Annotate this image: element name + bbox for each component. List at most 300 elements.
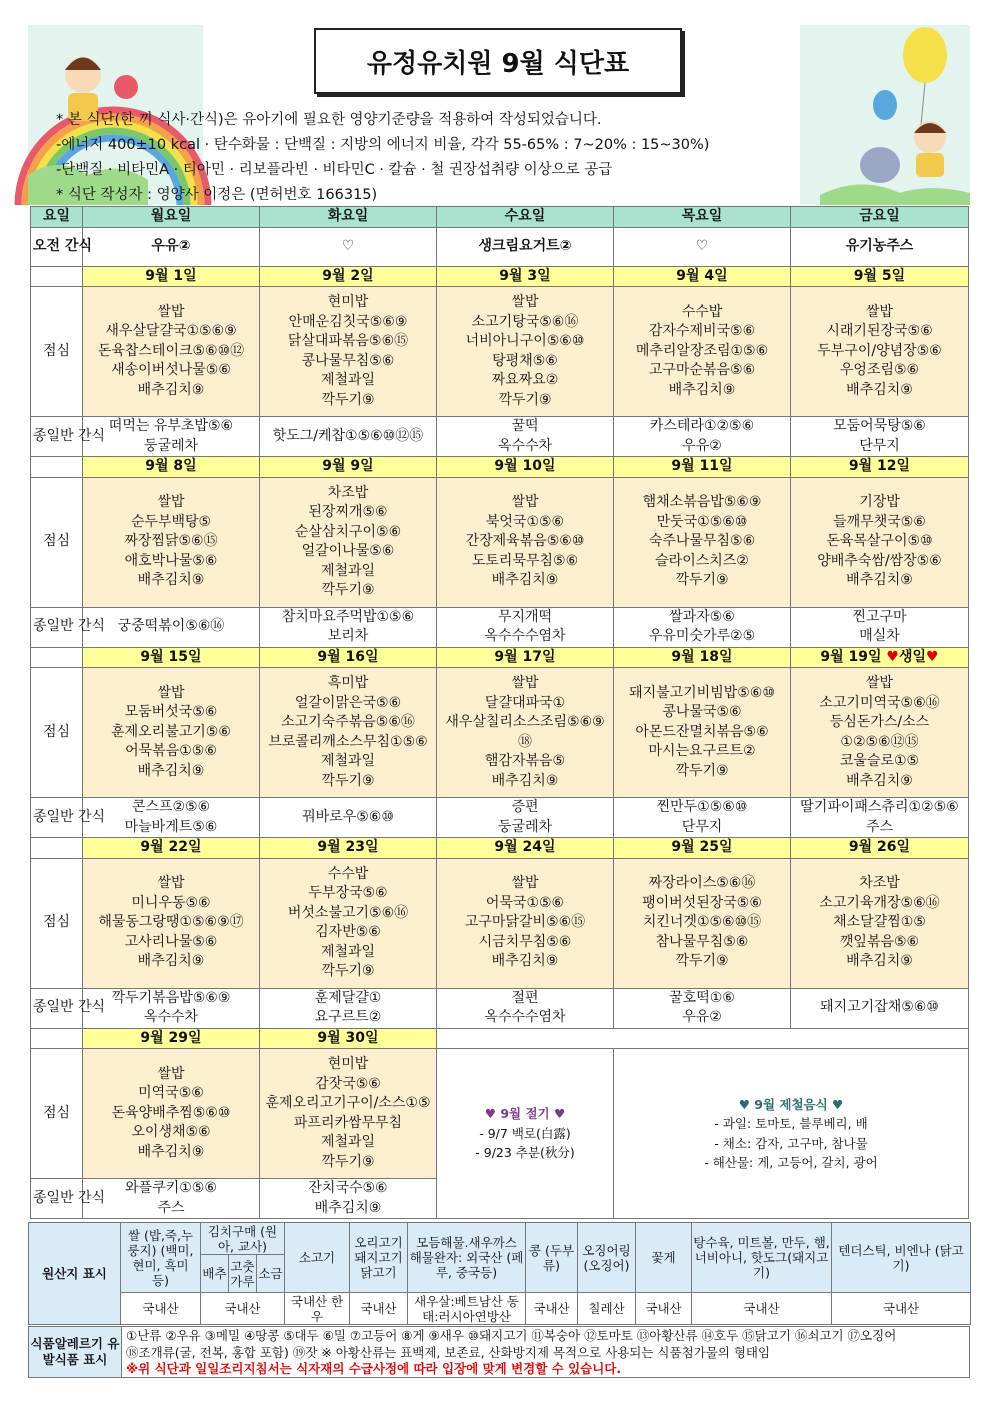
menu-item: 콩나물국⑤⑥ bbox=[662, 704, 742, 721]
menu-item: 쌀과자⑤⑥ bbox=[669, 608, 735, 625]
lunch-cell bbox=[260, 858, 437, 988]
menu-item: 요구르트② bbox=[314, 1009, 382, 1025]
date-cell bbox=[83, 838, 260, 859]
morning-snack-cell: 유기농주스 bbox=[791, 227, 969, 266]
date-label: 9월 17일 bbox=[494, 648, 556, 665]
menu-item: 매실차 bbox=[859, 628, 900, 644]
day-header: 목요일 bbox=[614, 207, 791, 228]
menu-item: 깍두기⑨ bbox=[321, 772, 375, 789]
row-label-lunch: 점심 bbox=[31, 858, 83, 988]
menu-item: 제철과일 bbox=[320, 372, 376, 388]
date-cell bbox=[83, 647, 260, 668]
morning-snack-cell: ♡ bbox=[260, 227, 437, 266]
date-label: 9월 23일 bbox=[317, 839, 379, 855]
season-terms-box bbox=[437, 1049, 614, 1219]
lunch-cell bbox=[83, 1049, 260, 1179]
afternoon-snack-cell bbox=[260, 798, 437, 838]
date-cell bbox=[437, 266, 614, 287]
menu-item: 얼갈이나물⑤⑥ bbox=[301, 543, 395, 559]
day-header-label: 요일 bbox=[31, 207, 83, 228]
origin-crab-value: 국내산 bbox=[636, 1293, 692, 1325]
menu-item: 보리차 bbox=[327, 628, 369, 644]
menu-item: 고구마순볶음⑤⑥ bbox=[648, 362, 756, 379]
menu-item: 탕평채⑤⑥ bbox=[492, 352, 558, 369]
lunch-cell bbox=[791, 858, 969, 988]
lunch-cell bbox=[791, 477, 969, 607]
row-label-lunch: 점심 bbox=[31, 477, 83, 607]
date-label: 9월 4일 bbox=[676, 267, 728, 284]
menu-item: 소고기미역국⑤⑥⑯ bbox=[819, 694, 940, 711]
menu-item: 깍두기볶음밥⑤⑥⑨ bbox=[111, 989, 231, 1006]
menu-item: 만둣국①⑤⑥⑩ bbox=[656, 513, 748, 530]
season-term: - 9/7 백로(白露) bbox=[479, 1125, 571, 1141]
origin-label: 원산지 표시 bbox=[29, 1223, 121, 1325]
menu-item: 콩나물무침⑤⑥ bbox=[301, 352, 395, 369]
morning-snack-cell: 생크림요거트② bbox=[437, 227, 614, 266]
afternoon-snack-cell bbox=[83, 988, 260, 1028]
date-label: 9월 25일 bbox=[671, 839, 733, 855]
menu-item: 쌀밥 bbox=[511, 675, 539, 691]
menu-item: 제철과일 bbox=[320, 753, 376, 769]
date-label: 9월 10일 bbox=[494, 458, 556, 474]
menu-item: 수수밥 bbox=[681, 303, 723, 320]
afternoon-snack-cell bbox=[260, 607, 437, 647]
menu-item: 소고기숙주볶음⑤⑥⑯ bbox=[281, 714, 415, 730]
menu-item: 너비아니구이⑤⑥⑩ bbox=[465, 333, 585, 349]
menu-item: 제철과일 bbox=[320, 1134, 376, 1150]
day-header: 수요일 bbox=[437, 207, 614, 228]
date-row-spacer bbox=[31, 457, 83, 478]
date-cell bbox=[83, 1028, 260, 1049]
menu-item: 배추김치⑨ bbox=[491, 953, 559, 970]
menu-item: 등심돈가스/소스 bbox=[829, 714, 930, 730]
menu-item: 쌀밥 bbox=[865, 675, 894, 691]
menu-item: 깍두기⑨ bbox=[675, 572, 729, 589]
menu-item: 쌀밥 bbox=[511, 294, 539, 310]
menu-item: 두부장국⑤⑥ bbox=[308, 885, 388, 901]
menu-item: 배추김치⑨ bbox=[491, 772, 559, 789]
date-cell bbox=[791, 266, 969, 287]
menu-item: 꿔바로우⑤⑥⑩ bbox=[302, 808, 394, 825]
origin-bean-value: 국내산 bbox=[526, 1293, 578, 1325]
menu-item: 꿀떡 bbox=[511, 418, 539, 434]
menu-item: 새우살칠리소스조림⑤⑥⑨ bbox=[445, 714, 605, 730]
date-cell bbox=[614, 838, 791, 859]
origin-tender-value: 국내산 bbox=[832, 1293, 971, 1325]
menu-item: 증편 bbox=[511, 799, 539, 815]
heart-icon: ♥ bbox=[926, 648, 939, 665]
origin-squid-value: 칠레산 bbox=[578, 1293, 636, 1325]
lunch-cell bbox=[260, 287, 437, 417]
date-cell bbox=[83, 457, 260, 478]
date-cell bbox=[791, 457, 969, 478]
lunch-cell bbox=[437, 477, 614, 607]
menu-item: 메추리알장조림①⑤⑥ bbox=[635, 342, 769, 359]
menu-item: 무지개떡 bbox=[497, 608, 553, 625]
date-label: 9월 24일 bbox=[494, 839, 556, 855]
row-label-afternoon-snack: 종일반 간식 bbox=[31, 1179, 83, 1219]
menu-item: 와플쿠키①⑤⑥ bbox=[125, 1180, 217, 1196]
menu-item: 시금치무침⑤⑥ bbox=[478, 933, 572, 950]
menu-item: 단무지 bbox=[681, 818, 723, 835]
menu-item: 제철과일 bbox=[320, 562, 376, 579]
menu-item: 어묵볶음①⑤⑥ bbox=[125, 743, 217, 760]
origin-kimchi-value: 국내산 bbox=[201, 1293, 285, 1325]
menu-item: 우유② bbox=[682, 437, 722, 454]
season-term: - 9/23 추분(秋分) bbox=[475, 1145, 575, 1161]
menu-item: 아몬드잔멸치볶음⑤⑥ bbox=[635, 723, 769, 740]
menu-item: 달걀대파국① bbox=[484, 694, 566, 711]
date-label: 9월 5일 bbox=[853, 267, 906, 284]
menu-item: 된장찌개⑤⑥ bbox=[308, 504, 388, 520]
morning-snack-cell: 우유② bbox=[83, 227, 260, 266]
lunch-cell bbox=[437, 858, 614, 988]
menu-item: 배추김치⑨ bbox=[314, 1199, 382, 1216]
date-cell bbox=[437, 647, 614, 668]
date-label: 9월 9일 bbox=[322, 458, 374, 474]
menu-item: 잔치국수⑤⑥ bbox=[308, 1180, 388, 1196]
origin-seafood-head: 모듬해물.새우까스 해물완자: 외국산 (페루, 중국등) bbox=[408, 1223, 526, 1293]
season-food-box bbox=[614, 1049, 969, 1219]
row-label-lunch: 점심 bbox=[31, 1049, 83, 1179]
menu-item: 배추김치⑨ bbox=[137, 762, 205, 779]
date-cell bbox=[791, 647, 969, 668]
date-label: 9월 22일 bbox=[140, 839, 202, 855]
menu-item: 소고기육개장⑤⑥⑯ bbox=[819, 894, 940, 911]
origin-kimchi-head: 김치구매 (원아, 교사) bbox=[201, 1223, 285, 1255]
menu-item: 북엇국①⑤⑥ bbox=[485, 513, 565, 530]
menu-item: 훈제오리고기구이/소스①⑤ bbox=[265, 1095, 431, 1111]
menu-item: 참나물무침⑤⑥ bbox=[655, 933, 749, 950]
menu-item: 채소달걀찜①⑤ bbox=[833, 914, 926, 931]
origin-processed-head: 탕수육, 미트볼, 만두, 햄, 너비아니, 핫도그(돼지고기) bbox=[692, 1223, 832, 1293]
afternoon-snack-cell bbox=[437, 988, 614, 1028]
menu-item: 치킨너겟①⑤⑥⑩⑮ bbox=[642, 914, 762, 931]
day-header: 금요일 bbox=[791, 207, 969, 228]
afternoon-snack-cell bbox=[614, 798, 791, 838]
menu-item: 김자반⑤⑥ bbox=[315, 924, 381, 940]
lunch-cell bbox=[260, 477, 437, 607]
date-label: 9월 2일 bbox=[322, 267, 374, 284]
menu-item: 꿀호떡①⑥ bbox=[669, 989, 735, 1006]
morning-snack-cell: ♡ bbox=[614, 227, 791, 266]
note-line: * 본 식단(한 끼 식사·간식)은 유아기에 필요한 영양기준량을 적용하여 작성되었습니다. bbox=[56, 112, 602, 128]
menu-item: 도토리묵무침⑤⑥ bbox=[471, 552, 579, 569]
date-label: 9월 19일 bbox=[820, 648, 882, 665]
row-label-afternoon-snack: 종일반 간식 bbox=[31, 988, 83, 1028]
afternoon-snack-cell bbox=[437, 417, 614, 457]
menu-item: 카스테라①②⑤⑥ bbox=[649, 418, 755, 434]
origin-meat-head: 오리고기 돼지고기 닭고기 bbox=[350, 1223, 408, 1293]
date-row-spacer bbox=[31, 647, 83, 668]
afternoon-snack-cell bbox=[83, 607, 260, 647]
origin-beef-head: 소고기 bbox=[285, 1223, 350, 1293]
menu-item: 배추김치⑨ bbox=[668, 381, 736, 398]
afternoon-snack-cell bbox=[83, 1179, 260, 1219]
menu-item: 절편 bbox=[511, 989, 539, 1006]
menu-item: 배추김치⑨ bbox=[846, 953, 913, 970]
afternoon-snack-cell bbox=[260, 417, 437, 457]
lunch-cell bbox=[791, 668, 969, 798]
menu-item: 고구마닭갈비⑤⑥⑮ bbox=[464, 914, 586, 931]
menu-item: 미니우동⑤⑥ bbox=[131, 894, 211, 911]
origin-processed-value: 국내산 bbox=[692, 1293, 832, 1325]
menu-item: 흑미밥 bbox=[327, 675, 369, 691]
menu-item: 핫도그/케찹①⑤⑥⑩⑫⑮ bbox=[272, 427, 424, 444]
menu-item: 쌀밥 bbox=[157, 494, 185, 511]
menu-item: ①②⑤⑥⑫⑮ bbox=[840, 733, 919, 750]
allergy-label: 식품알레르기 유발식품 표시 bbox=[29, 1327, 122, 1377]
note-line: * 식단 작성자 : 영양사 이정은 (면허번호 166315) bbox=[56, 187, 378, 203]
menu-item: 돼지불고기비빔밥⑤⑥⑩ bbox=[629, 684, 775, 701]
afternoon-snack-cell bbox=[614, 988, 791, 1028]
menu-item: 옥수수차 bbox=[497, 437, 553, 454]
menu-item: 시래기된장국⑤⑥ bbox=[826, 323, 933, 340]
lunch-cell bbox=[83, 858, 260, 988]
date-label: 9월 26일 bbox=[848, 839, 911, 855]
heart-icon: ♥ bbox=[881, 648, 899, 665]
lunch-cell bbox=[260, 1049, 437, 1179]
nutrition-notes bbox=[56, 108, 816, 208]
menu-item: 깍두기⑨ bbox=[675, 762, 729, 779]
menu-item: 딸기파이패스츄리①②⑤⑥ bbox=[800, 799, 959, 815]
menu-item: 양배추숙쌈/쌈장⑤⑥ bbox=[817, 552, 942, 569]
origin-rice-head: 쌀 (밥,죽,누룽지) (백미,현미, 흑미 등) bbox=[121, 1223, 201, 1293]
menu-item: 훈제달걀① bbox=[314, 989, 382, 1006]
menu-item: 모둠버섯국⑤⑥ bbox=[124, 704, 218, 721]
menu-item: 돼지고기잡채⑤⑥⑩ bbox=[820, 999, 939, 1016]
decoration-boy-balloons bbox=[800, 25, 970, 205]
origin-kimchi-cabbage: 배추 bbox=[201, 1255, 229, 1293]
afternoon-snack-cell bbox=[791, 607, 969, 647]
menu-item: 우엉조림⑤⑥ bbox=[839, 362, 920, 379]
date-label: 9월 16일 bbox=[317, 648, 379, 665]
menu-item: 주스 bbox=[157, 1199, 185, 1216]
menu-item: 찐만두①⑤⑥⑩ bbox=[656, 799, 748, 815]
menu-item: 햄감자볶음⑤ bbox=[484, 753, 566, 769]
menu-item: 짜장라이스⑤⑥⑯ bbox=[648, 875, 756, 892]
menu-item: 버섯소불고기⑤⑥⑯ bbox=[287, 904, 409, 921]
menu-item: 쌀밥 bbox=[865, 303, 894, 320]
season-food-title: ♥ 9월 제철음식 ♥ bbox=[738, 1096, 844, 1112]
date-label: 9월 30일 bbox=[317, 1029, 379, 1046]
menu-item: 배추김치⑨ bbox=[846, 772, 913, 789]
afternoon-snack-cell bbox=[614, 417, 791, 457]
date-label: 9월 29일 bbox=[140, 1029, 202, 1046]
menu-item: 깍두기⑨ bbox=[321, 582, 375, 598]
day-header: 월요일 bbox=[83, 207, 260, 228]
origin-meat-value: 국내산 bbox=[350, 1293, 408, 1325]
birthday-label: 생일 bbox=[898, 648, 927, 665]
menu-item: 짜요짜요② bbox=[491, 372, 559, 388]
date-row-spacer bbox=[31, 838, 83, 859]
menu-item: 두부구이/양념장⑤⑥ bbox=[817, 342, 942, 359]
afternoon-snack-cell bbox=[791, 417, 969, 457]
menu-item: 햄채소볶음밥⑤⑥⑨ bbox=[642, 494, 762, 511]
menu-item: 새송이버섯나물⑤⑥ bbox=[111, 362, 231, 379]
menu-item: 차조밥 bbox=[859, 875, 900, 892]
menu-item: ⑱ bbox=[518, 733, 532, 750]
menu-item: 쌀밥 bbox=[157, 875, 185, 892]
lunch-cell bbox=[83, 477, 260, 607]
menu-item: 차조밥 bbox=[327, 484, 369, 501]
menu-item: 모둠어묵탕⑤⑥ bbox=[833, 418, 926, 434]
menu-item: 쌀밥 bbox=[157, 684, 185, 701]
origin-bean-head: 콩 (두부류) bbox=[526, 1223, 578, 1293]
date-cell bbox=[614, 457, 791, 478]
menu-item: 수수밥 bbox=[327, 865, 369, 882]
lunch-cell bbox=[614, 858, 791, 988]
date-row-spacer bbox=[31, 266, 83, 287]
menu-item: 어묵국①⑤⑥ bbox=[485, 894, 565, 911]
menu-item: 닭살대파볶음⑤⑥⑮ bbox=[287, 333, 409, 349]
afternoon-snack-cell bbox=[437, 607, 614, 647]
lunch-cell bbox=[614, 287, 791, 417]
row-label-lunch: 점심 bbox=[31, 287, 83, 417]
lunch-cell bbox=[83, 287, 260, 417]
menu-item: 슬라이스치즈② bbox=[655, 552, 749, 569]
allergy-line: ⑱조개류(굴, 전복, 홍합 포함) ⑲잣 ※ 아황산류는 표백제, 보존료, 산화방지제 목적으로 사용되는 식품첨가물의 형태임 bbox=[126, 1344, 771, 1360]
menu-item: 우유② bbox=[682, 1009, 722, 1025]
date-cell bbox=[614, 266, 791, 287]
menu-item: 현미밥 bbox=[327, 294, 369, 310]
menu-item: 짜장찜닭⑤⑥⑮ bbox=[124, 533, 218, 550]
date-cell bbox=[437, 838, 614, 859]
date-row-spacer bbox=[31, 1028, 83, 1049]
menu-item: 단무지 bbox=[859, 437, 900, 454]
menu-item: 팽이버섯된장국⑤⑥ bbox=[642, 894, 762, 911]
menu-item: 배추김치⑨ bbox=[137, 953, 205, 970]
date-label: 9월 18일 bbox=[671, 648, 733, 665]
menu-item: 찐고구마 bbox=[852, 608, 907, 625]
row-label-afternoon-snack: 종일반 간식 bbox=[31, 607, 83, 647]
origin-tender-head: 텐더스틱, 비엔나 (닭고기) bbox=[832, 1223, 971, 1293]
menu-item: 오이생채⑤⑥ bbox=[131, 1124, 211, 1141]
menu-item: 마시는요구르트② bbox=[648, 743, 756, 760]
afternoon-snack-cell bbox=[83, 798, 260, 838]
origin-squid-head: 오징어링 (오징어) bbox=[578, 1223, 636, 1293]
afternoon-snack-cell bbox=[614, 607, 791, 647]
allergy-line: ①난류 ②우유 ③메밀 ④땅콩 ⑤대두 ⑥밀 ⑦고등어 ⑧게 ⑨새우 ⑩돼지고기 ⑪복숭아 ⑫토마토 ⑬아황산류 ⑭호두 ⑮닭고기 ⑯쇠고기 ⑰오징어 bbox=[126, 1328, 897, 1343]
menu-item: 순두부백탕⑤ bbox=[130, 513, 212, 530]
menu-item: 떠먹는 유부초밥⑤⑥ bbox=[108, 418, 234, 434]
menu-item: 간장제육볶음⑤⑥⑩ bbox=[465, 533, 585, 550]
menu-item: 쌀밥 bbox=[511, 875, 539, 892]
menu-item: 주스 bbox=[865, 818, 894, 835]
date-cell bbox=[260, 1028, 437, 1049]
date-cell bbox=[437, 457, 614, 478]
menu-item: 둥굴레차 bbox=[143, 437, 199, 454]
menu-item: 파프리카쌈무무침 bbox=[293, 1114, 403, 1131]
origin-kimchi-pepper: 고춧 가루 bbox=[229, 1255, 257, 1293]
afternoon-snack-cell bbox=[260, 988, 437, 1028]
note-line: -단백질 · 비타민A · 티아민 · 리보플라빈 · 비타민C · 칼슘 · 철 권장섭취량 이상으로 공급 bbox=[56, 162, 613, 178]
menu-item: 얼갈이맑은국⑤⑥ bbox=[294, 694, 402, 711]
menu-item: 돈육찹스테이크⑤⑥⑩⑫ bbox=[97, 342, 245, 359]
row-label-afternoon-snack: 종일반 간식 bbox=[31, 417, 83, 457]
date-cell bbox=[83, 266, 260, 287]
menu-item: 궁중떡볶이⑤⑥⑯ bbox=[117, 618, 225, 635]
season-food: - 과일: 토마토, 블루베리, 배 bbox=[714, 1116, 868, 1131]
lunch-cell bbox=[614, 477, 791, 607]
allergy-warning: ※위 식단과 일일조리지침서는 식자재의 수급사정에 따라 입장에 맞게 변경할 수 있습니다. bbox=[126, 1361, 622, 1376]
menu-item: 브로콜리깨소스무침①⑤⑥ bbox=[268, 733, 428, 750]
lunch-cell bbox=[437, 287, 614, 417]
date-label: 9월 8일 bbox=[145, 458, 197, 474]
menu-item: 숙주나물무침⑤⑥ bbox=[648, 533, 756, 550]
origin-crab-head: 꽃게 bbox=[636, 1223, 692, 1293]
season-terms-title: ♥ 9월 절기 ♥ bbox=[484, 1106, 566, 1122]
date-label: 9월 3일 bbox=[499, 267, 551, 284]
menu-item: 마늘바게트⑤⑥ bbox=[124, 818, 218, 835]
row-label-lunch: 점심 bbox=[31, 668, 83, 798]
page-title: 유정유치원 9월 식단표 bbox=[314, 28, 682, 94]
menu-item: 돈육양배추찜⑤⑥⑩ bbox=[111, 1104, 231, 1121]
menu-item: 애호박나물⑤⑥ bbox=[124, 552, 218, 569]
afternoon-snack-cell bbox=[260, 1179, 437, 1219]
afternoon-snack-cell bbox=[83, 417, 260, 457]
menu-item: 새우살달걀국①⑤⑥⑨ bbox=[105, 323, 237, 340]
lunch-cell bbox=[260, 668, 437, 798]
menu-item: 고사리나물⑤⑥ bbox=[124, 933, 218, 950]
menu-item: 쌀밥 bbox=[511, 494, 539, 511]
menu-item: 옥수수수염차 bbox=[484, 1009, 566, 1025]
lunch-cell bbox=[791, 287, 969, 417]
date-label: 9월 12일 bbox=[848, 458, 911, 474]
date-label: 9월 11일 bbox=[671, 458, 733, 474]
row-label-afternoon-snack: 종일반 간식 bbox=[31, 798, 83, 838]
menu-item: 옥수수차 bbox=[143, 1009, 199, 1025]
menu-item: 제철과일 bbox=[320, 943, 376, 960]
menu-item: 깍두기⑨ bbox=[498, 391, 552, 408]
menu-table bbox=[30, 206, 969, 1219]
menu-item: 들깨무챗국⑤⑥ bbox=[833, 513, 926, 530]
menu-item: 기장밥 bbox=[859, 494, 900, 511]
menu-item: 깍두기⑨ bbox=[321, 391, 375, 408]
menu-item: 깍두기⑨ bbox=[675, 953, 729, 970]
origin-seafood-value: 새우살:베트남산 동태:러시아연방산 bbox=[408, 1293, 526, 1325]
origin-kimchi-salt: 소금 bbox=[257, 1255, 285, 1293]
origin-table bbox=[28, 1222, 971, 1325]
date-cell bbox=[260, 647, 437, 668]
menu-item: 미역국⑤⑥ bbox=[138, 1085, 204, 1102]
menu-item: 참치마요주먹밥①⑤⑥ bbox=[281, 608, 415, 625]
menu-item: 현미밥 bbox=[327, 1056, 369, 1072]
menu-item: 훈제오리불고기⑤⑥ bbox=[111, 723, 231, 740]
menu-item: 코울슬로①⑤ bbox=[839, 753, 920, 769]
menu-item: 쌀밥 bbox=[157, 303, 185, 320]
menu-item: 배추김치⑨ bbox=[846, 381, 913, 398]
afternoon-snack-cell bbox=[791, 988, 969, 1028]
date-label: 9월 15일 bbox=[140, 648, 202, 665]
lunch-cell bbox=[437, 668, 614, 798]
day-header: 화요일 bbox=[260, 207, 437, 228]
afternoon-snack-cell bbox=[437, 798, 614, 838]
origin-rice-value: 국내산 bbox=[121, 1293, 201, 1325]
menu-item: 둥굴레차 bbox=[497, 818, 553, 835]
date-label: 9월 1일 bbox=[145, 267, 197, 284]
date-cell bbox=[260, 838, 437, 859]
menu-item: 깻잎볶음⑤⑥ bbox=[839, 933, 920, 950]
menu-item: 우유미숫가루②⑤ bbox=[648, 628, 756, 644]
menu-item: 배추김치⑨ bbox=[846, 572, 913, 589]
menu-item: 감잣국⑤⑥ bbox=[315, 1075, 381, 1092]
note-line: -에너지 400±10 kcal · 탄수화물 : 단백질 : 지방의 에너지 비율, 각각 55-65% : 7~20% : 15~30%) bbox=[56, 137, 710, 153]
afternoon-snack-cell bbox=[791, 798, 969, 838]
menu-item: 해물동그랑땡①⑤⑥⑨⑰ bbox=[98, 914, 244, 931]
menu-item: 돈육목살구이⑤⑩ bbox=[826, 533, 933, 550]
season-food: - 채소: 감자, 고구마, 참나물 bbox=[714, 1135, 868, 1151]
